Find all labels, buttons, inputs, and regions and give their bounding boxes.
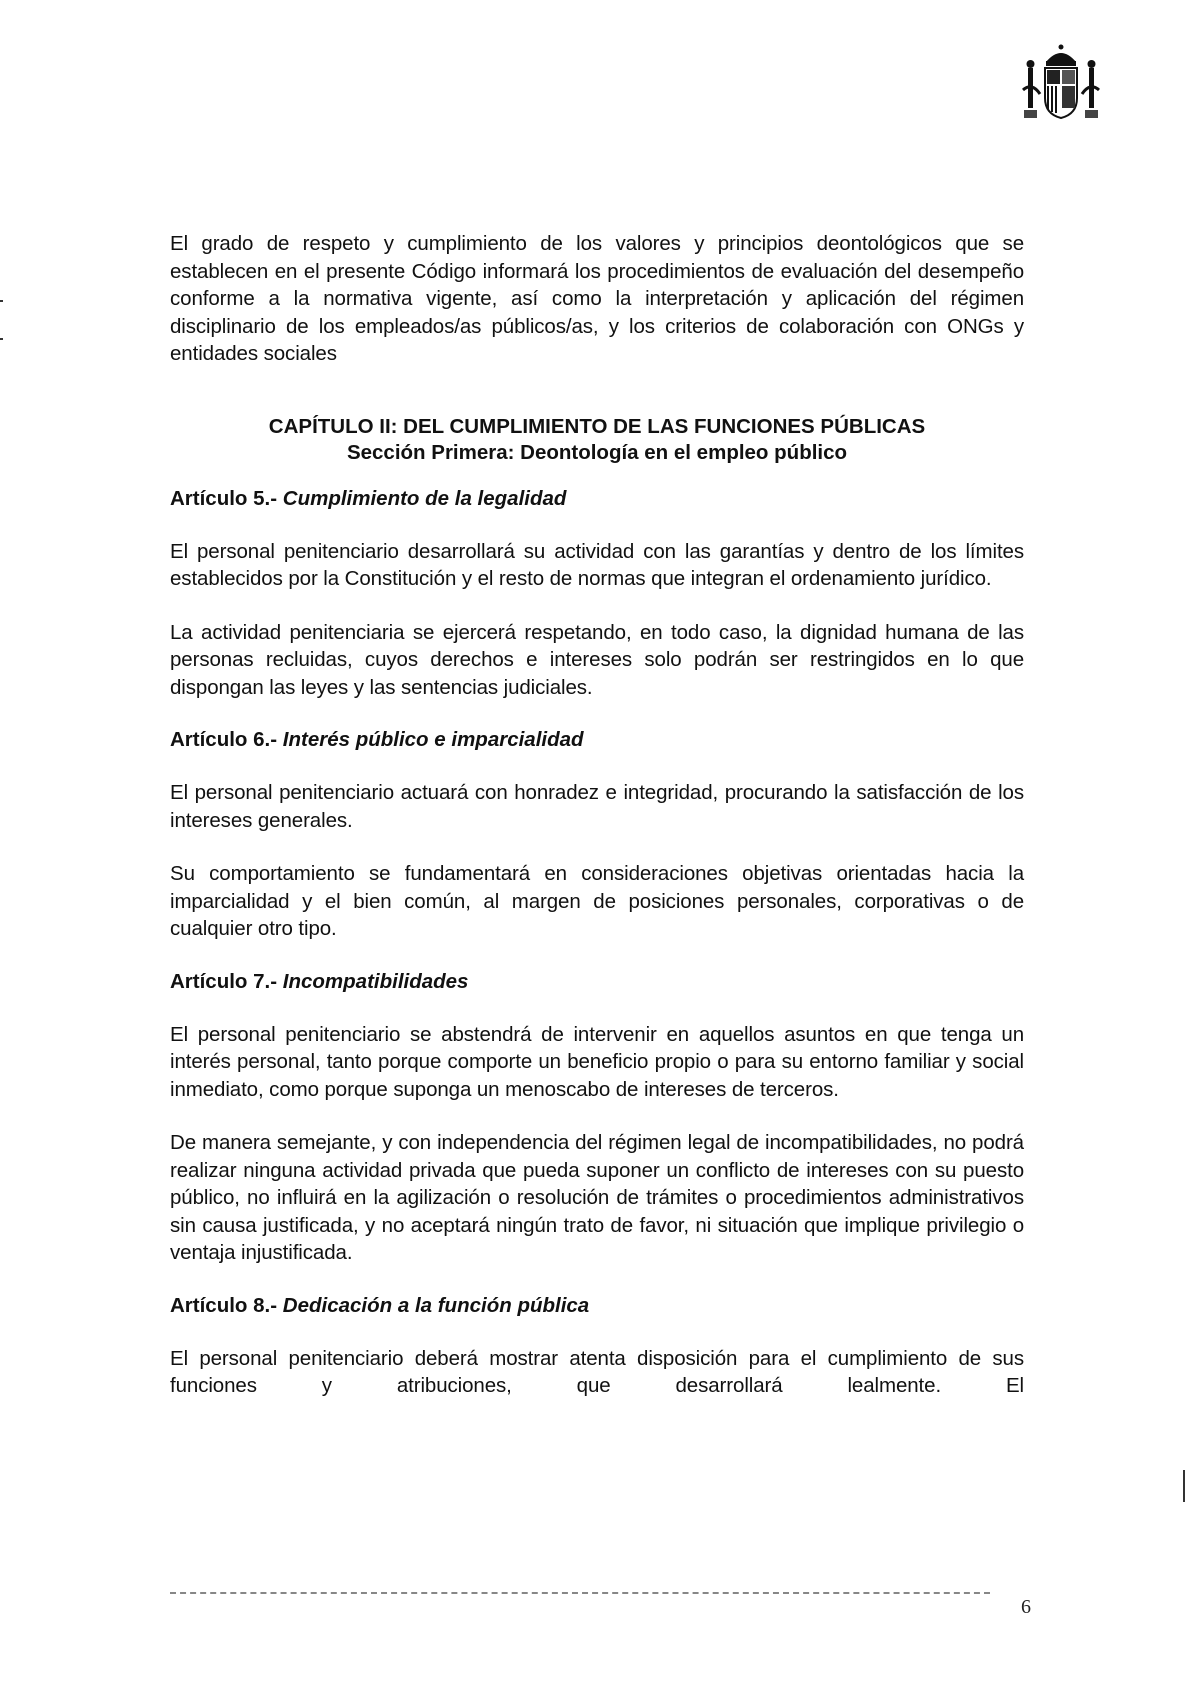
article-number: Artículo 7.- [170,969,278,993]
scan-artifact [0,300,3,302]
article-paragraph: De manera semejante, y con independencia del régimen legal de incompatibilidades, no podrá realizar ninguna actividad privada que pueda suponer un conflicto de intereses con su puesto público, no influirá en la agilización o resolución de trámites o procedimientos administrativos sin causa justificada, y no aceptará ningún trato de favor, ni situación que implique privilegio o ventaja injustificada. [170,1131,1024,1264]
scan-artifact [0,338,3,340]
article-number: Artículo 6.- [170,728,278,751]
article-number: Artículo 5.- [170,486,278,510]
article-title: Cumplimiento de la legalidad [282,486,567,510]
article-paragraph: Su comportamiento se fundamentará en consideraciones objetivas orientadas hacia la imparcialidad y el bien común, al margen de posiciones personales, corporativas o de cualquier otro tipo. [170,862,1024,940]
article-paragraph: El personal penitenciario deberá mostrar atenta disposición para el cumplimiento de sus funciones y atribuciones, que desarrollará lealmente. El [170,1346,1024,1397]
coat-of-arms-of-spain-icon [1018,40,1104,124]
chapter-title: CAPÍTULO II: DEL CUMPLIMIENTO DE LAS FUNCIONES PÚBLICAS [268,414,926,438]
page-number: 6 [1021,1596,1031,1618]
section-title: Sección Primera: Deontología en el empleo público [346,440,848,464]
intro-paragraph: El grado de respeto y cumplimiento de los valores y principios deontológicos que se establecen en el presente Código informará los procedimientos de evaluación del desempeño conforme a la normativa vigente, así como la interpretación y aplicación del régimen disciplinario de los empleados/as públicos/as, y los criterios de colaboración con ONGs y entidades sociales [170,232,1024,365]
article-paragraph: El personal penitenciario desarrollará su actividad con las garantías y dentro de los límites establecidos por la Constitución y el resto de normas que integran el ordenamiento jurídico. [170,539,1024,590]
footer-divider [170,1592,990,1594]
article-paragraph: El personal penitenciario actuará con honradez e integridad, procurando la satisfacción de los intereses generales. [170,781,1024,832]
article-paragraph: La actividad penitenciaria se ejercerá respetando, en todo caso, la dignidad humana de las personas recluidas, cuyos derechos e intereses solo podrán ser restringidos en lo que dispongan las leyes y las sentencias judiciales. [170,620,1024,699]
article-title: Interés público e imparcialidad [282,728,584,751]
article-paragraph: El personal penitenciario se abstendrá de intervenir en aquellos asuntos en que tenga un interés personal, tanto porque comporte un beneficio propio o para su entorno familiar y social inmediato, como porque suponga un menoscabo de intereses de terceros. [170,1022,1024,1101]
article-title: Dedicación a la función pública [282,1293,590,1317]
article-number: Artículo 8.- [170,1293,278,1317]
article-heading [170,727,1024,753]
article-heading [170,486,1024,512]
article-title: Incompatibilidades [282,969,469,993]
article-heading [170,969,1024,995]
article-heading [170,1293,1024,1319]
document-body [170,230,1024,1400]
